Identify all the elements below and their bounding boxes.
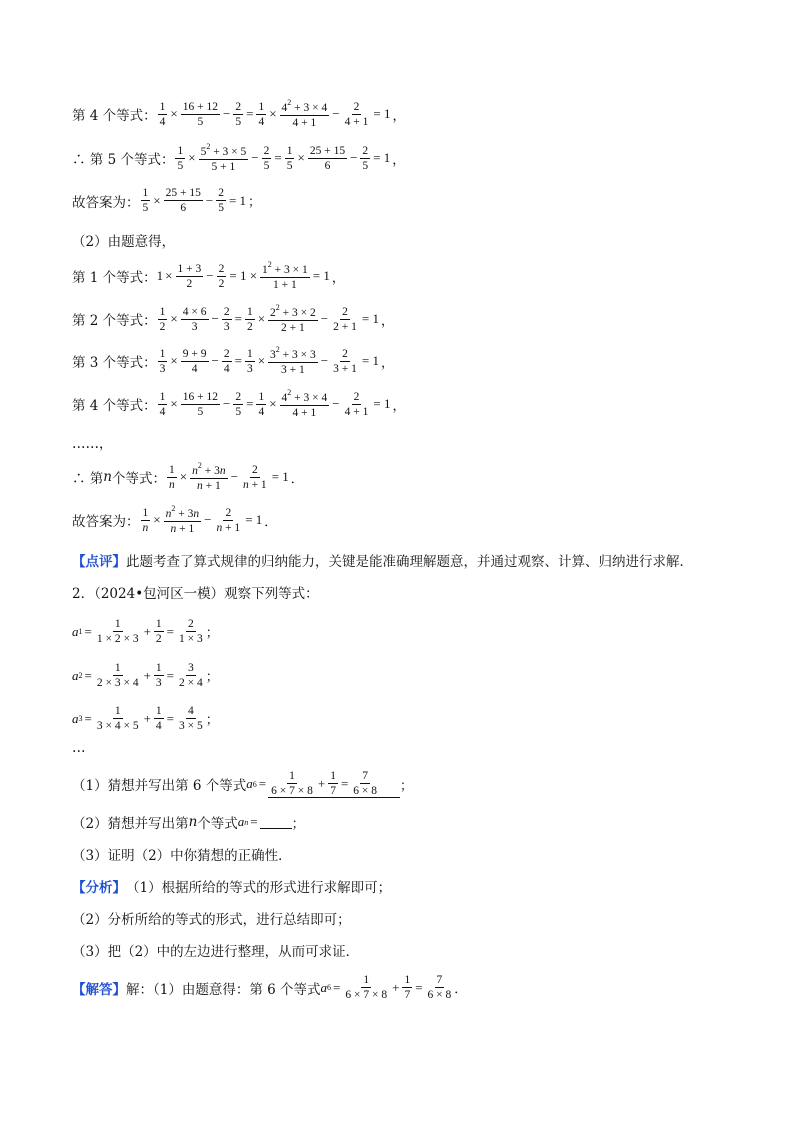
math-expression: a n = ；: [237, 814, 305, 831]
part-2-heading: （2）由题意得，: [72, 234, 176, 250]
equation-a2: [72, 662, 219, 689]
question-2-heading: 2．（2024•包河区一模）观察下列等式：: [72, 586, 319, 602]
equation-line-5: ∴ 第 5 个等式： $\frac{1}{5}$ × $\frac{5^2 + 3 \times 5}{5 + 1}$ − $\frac{2}{5}$ = $\frac{1}{5}$ × $\frac{25 + 15}{6}$ − $\frac{2}{5}$ = 1 ，: [72, 142, 406, 173]
question-2-part-2: （2）猜想并写出第 n 个等式 a n = ；: [72, 814, 305, 832]
answer-blank: [260, 816, 292, 829]
math-expression: $\frac{1}{4}$ × $\frac{16 + 12}{5}$ − $\frac{2}{5}$ = $\frac{1}{4}$ × $\frac{4^2 + 3 \times 4}{4 + 1}$ − $\frac{2}{4 + 1}$ = 1 ，: [159, 388, 406, 419]
comment-line: 【点评】 此题考查了算式规律的归纳能力，关键是能准确理解题意，并通过观察、计算、归纳进行求解．: [72, 554, 693, 570]
equation-a3: [72, 705, 219, 732]
equation-line-n: ∴ 第 n 个等式： $\frac{1}{n}$ × $\frac{n^2 + 3n}{n + 1}$ − $\frac{2}{n + 1}$ = 1 ．: [72, 461, 304, 492]
ellipsis-line: ……，: [72, 436, 113, 452]
math-expression: $\frac{1}{5}$ × $\frac{5^2 + 3 \times 5}{5 + 1}$ − $\frac{2}{5}$ = $\frac{1}{5}$ × $\frac{25 + 15}{6}$ − $\frac{2}{5}$ = 1 ，: [177, 142, 406, 173]
answer-line-1: 故答案为： $\frac{1}{5}$ × $\frac{25 + 15}{6}$ − $\frac{2}{5}$ = 1 ；: [72, 187, 262, 215]
equation-line-2: 第 2 个等式： $\frac{1}{2}$ × $\frac{4 \times 6}{3}$ − $\frac{2}{3}$ = $\frac{1}{2}$ × $\frac{2^2 + 3 \times 2}{2 + 1}$ − $\frac{2}{2 + 1}$ = 1 ，: [72, 303, 394, 334]
math-expression: a 6 = $\frac{1}{6 \times 7 \times 8}$ + $\frac{1}{7}$ = $\frac{7}{6 \times 8}$ ．: [320, 974, 468, 1002]
math-expression: a 6 = $\frac{1}{6 \times 7 \times 8}$ + $\frac{1}{7}$ = $\frac{7}{6 \times 8}$ ；: [246, 770, 414, 798]
equation-line-4: 第 4 个等式： $\frac{1}{4}$ × $\frac{16 + 12}{5}$ − $\frac{2}{5}$ = $\frac{1}{4}$ × $\frac{4^2 + 3 \times 4}{4 + 1}$ − $\frac{2}{4 + 1}$ = 1 ，: [72, 388, 406, 419]
equation-line-3: 第 3 个等式： $\frac{1}{3}$ × $\frac{9 + 9}{4}$ − $\frac{2}{4}$ = $\frac{1}{3}$ × $\frac{3^2 + 3 \times 3}{3 + 1}$ − $\frac{2}{3 + 1}$ = 1 ，: [72, 345, 394, 376]
question-2-part-1: （1）猜想并写出第 6 个等式 a 6 = $\frac{1}{6 \times 7 \times 8}$ + $\frac{1}{7}$ = $\frac{7}{6 \times 8}$ ；: [72, 770, 414, 798]
answer-line-3: 【解答】 解：（1）由题意得：第 6 个等式 a 6 = $\frac{1}{6 \times 7 \times 8}$ + $\frac{1}{7}$ = $\frac{7}{6 \times 8}$ ．: [72, 974, 468, 1002]
analysis-line-3: （3）把（2）中的左边进行整理，从而可求证．: [72, 944, 360, 960]
question-2-part-3: （3）证明（2）中你猜想的正确性．: [72, 848, 292, 864]
math-expression: 1 × $\frac{1 + 3}{2}$ − $\frac{2}{2}$ = 1 × $\frac{1^2 + 3 \times 1}{1 + 1}$ = 1 ，: [156, 260, 345, 291]
equation-a1: [72, 618, 219, 645]
math-expression: $\frac{1}{n}$ × $\frac{n^2 + 3n}{n + 1}$ − $\frac{2}{n + 1}$ = 1 ．: [169, 461, 304, 492]
math-expression: $\frac{1}{4}$ × $\frac{16 + 12}{5}$ − $\frac{2}{5}$ = $\frac{1}{4}$ × $\frac{4^2 + 3 \times 4}{4 + 1}$ − $\frac{2}{4 + 1}$ = 1 ，: [159, 98, 406, 129]
math-expression: a 2 = $\frac{1}{2 \times 3 \times 4}$ + $\frac{1}{3}$ = $\frac{3}{2 \times 4}$ ；: [72, 662, 219, 690]
math-expression: $\frac{1}{2}$ × $\frac{4 \times 6}{3}$ − $\frac{2}{3}$ = $\frac{1}{2}$ × $\frac{2^2 + 3 \times 2}{2 + 1}$ − $\frac{2}{2 + 1}$ = 1 ，: [159, 303, 394, 334]
answer-line-2: 故答案为： $\frac{1}{n}$ × $\frac{n^2 + 3n}{n + 1}$ − $\frac{2}{n + 1}$ = 1 ．: [72, 504, 278, 535]
ellipsis-line-2: …: [72, 740, 86, 756]
analysis-line-2: （2）分析所给的等式的形式，进行总结即可；: [72, 912, 351, 928]
math-expression: a 1 = $\frac{1}{1 \times 2 \times 3}$ + $\frac{1}{2}$ = $\frac{2}{1 \times 3}$ ；: [72, 618, 219, 646]
equation-line-4-repeat: 第 4 个等式： $\frac{1}{4}$ × $\frac{16 + 12}{5}$ − $\frac{2}{5}$ = $\frac{1}{4}$ × $\frac{4^2 + 3 \times 4}{4 + 1}$ − $\frac{2}{4 + 1}$ = 1 ，: [72, 98, 406, 129]
math-expression: a 3 = $\frac{1}{3 \times 4 \times 5}$ + $\frac{1}{4}$ = $\frac{4}{3 \times 5}$ ；: [72, 705, 219, 733]
math-expression: $\frac{1}{n}$ × $\frac{n^2 + 3n}{n + 1}$ − $\frac{2}{n + 1}$ = 1 ．: [142, 504, 278, 535]
analysis-line-1: 【分析】 （1）根据所给的等式的形式进行求解即可；: [72, 880, 392, 896]
math-expression: $\frac{1}{5}$ × $\frac{25 + 15}{6}$ − $\frac{2}{5}$ = 1 ；: [142, 187, 262, 215]
answer-blank-filled: $\frac{1}{6 \times 7 \times 8}$ + $\frac{1}{7}$ = $\frac{7}{6 \times 8}$: [268, 770, 400, 798]
equation-line-1: 第 1 个等式： 1 × $\frac{1 + 3}{2}$ − $\frac{2}{2}$ = 1 × $\frac{1^2 + 3 \times 1}{1 + 1}$ = 1 ，: [72, 260, 345, 291]
math-expression: $\frac{1}{3}$ × $\frac{9 + 9}{4}$ − $\frac{2}{4}$ = $\frac{1}{3}$ × $\frac{3^2 + 3 \times 3}{3 + 1}$ − $\frac{2}{3 + 1}$ = 1 ，: [159, 345, 394, 376]
